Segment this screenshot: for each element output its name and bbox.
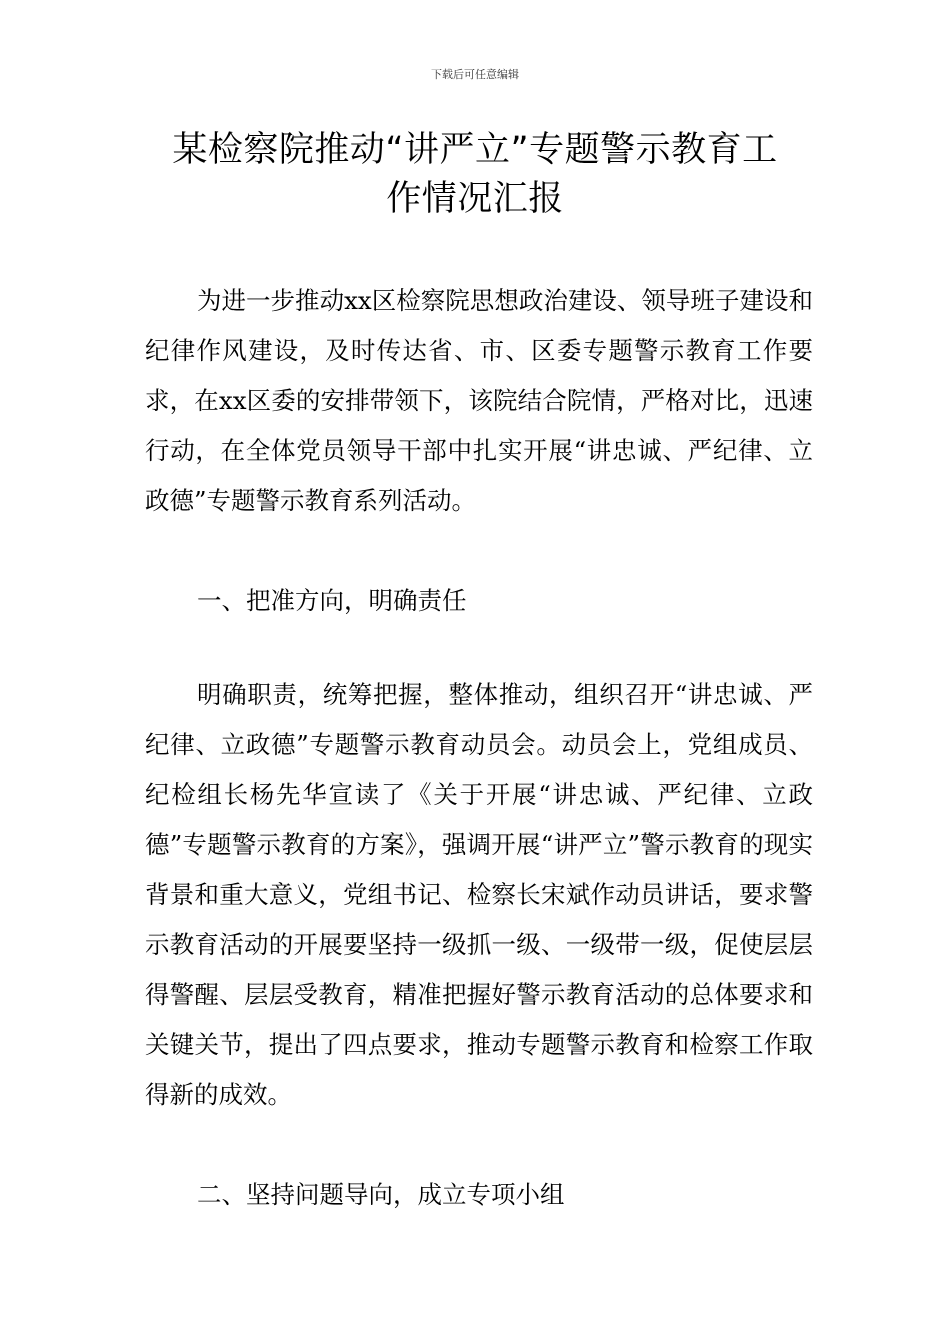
header-note: 下载后可任意编辑 (431, 68, 519, 81)
intro-paragraph: 为进一步推动xx区检察院思想政治建设、领导班子建设和纪律作风建设，及时传达省、市、区委专题警示教育工作要求，在xx区委的安排带领下，该院结合院情，严格对比，迅速行动，在全体党员领导干部中扎实开展“讲忠诚、严纪律、立政德”专题警示教育系列活动。 (145, 286, 813, 515)
document-title (120, 126, 830, 224)
title-line-2: 作情况汇报 (386, 179, 564, 219)
title-line-1: 某检察院推动“讲严立”专题警示教育工 (172, 130, 778, 170)
section-1-paragraph: 明确职责，统筹把握，整体推动，组织召开“讲忠诚、严纪律、立政德”专题警示教育动员会。动员会上，党组成员、纪检组长杨先华宣读了《关于开展“讲忠诚、严纪律、立政德”专题警示教育的方案》，强调开展“讲严立”警示教育的现实背景和重大意义，党组书记、检察长宋斌作动员讲话，要求警示教育活动的开展要坚持一级抓一级、一级带一级，促使层层得警醒、层层受教育，精准把握好警示教育活动的总体要求和关键关节，提出了四点要求，推动专题警示教育和检察工作取得新的成效。 (145, 680, 813, 1109)
section-2-heading: 二、坚持问题导向，成立专项小组 (197, 1180, 565, 1209)
section-1-heading: 一、把准方向，明确责任 (197, 586, 467, 615)
